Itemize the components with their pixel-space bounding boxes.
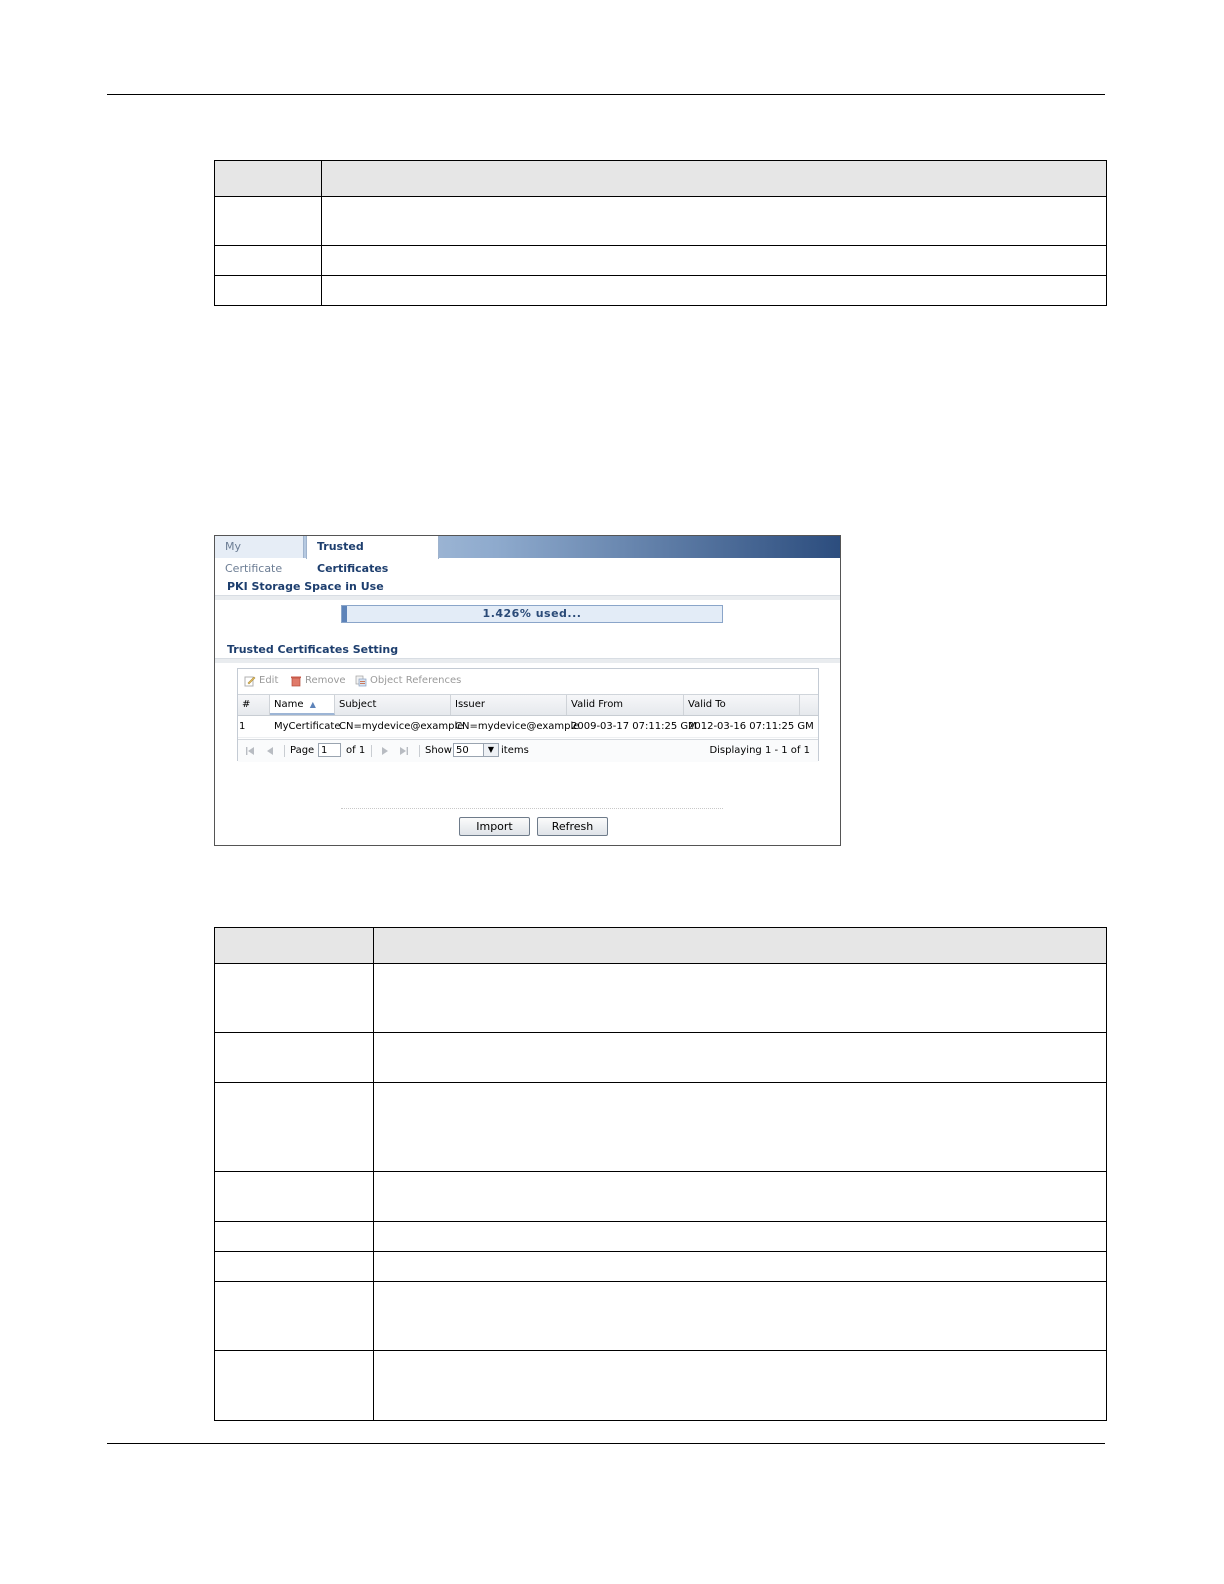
show-label: Show: [425, 745, 452, 756]
object-references-label: Object References: [370, 675, 462, 686]
top-table-cell: [215, 246, 322, 276]
table-row[interactable]: [238, 717, 818, 738]
bottom-table-cell: [374, 1252, 1107, 1282]
tab-my-certificate[interactable]: My Certificate: [215, 536, 304, 558]
bottom-table-cell: [215, 1222, 374, 1252]
pager-separator: [419, 745, 420, 757]
storage-usage-text: 1.426% used...: [482, 607, 582, 620]
column-header-number[interactable]: #: [238, 695, 270, 715]
trash-icon: [290, 675, 302, 687]
top-table-cell: [322, 276, 1107, 306]
bottom-table-cell: [374, 1083, 1107, 1172]
remove-button[interactable]: [290, 674, 346, 688]
grid-pager: [238, 739, 818, 762]
import-button[interactable]: Import: [459, 817, 530, 836]
edit-button[interactable]: [244, 674, 278, 688]
header-rule: [107, 94, 1105, 95]
edit-icon: [244, 675, 256, 687]
bottom-table-cell: [215, 1172, 374, 1222]
bottom-table-header-cell: [215, 928, 374, 964]
top-table-cell: [322, 246, 1107, 276]
pager-separator: [284, 745, 285, 757]
column-header-issuer[interactable]: Issuer: [451, 695, 567, 715]
storage-usage-bar: [341, 605, 723, 623]
object-references-button[interactable]: [355, 674, 461, 688]
top-table-header-cell: [215, 161, 322, 197]
certificates-grid: [237, 668, 819, 761]
bottom-table-cell: [374, 1222, 1107, 1252]
row-valid-to: 2012-03-16 07:11:25 GM: [688, 721, 814, 732]
column-header-valid-to[interactable]: Valid To: [684, 695, 800, 715]
button-divider: [341, 808, 723, 809]
bottom-table-cell: [374, 964, 1107, 1033]
row-issuer: CN=mydevice@example: [455, 721, 580, 732]
bottom-table-cell: [215, 1351, 374, 1421]
footer-rule: [107, 1443, 1105, 1444]
previous-page-icon[interactable]: [264, 745, 276, 757]
sort-ascending-icon: ▲: [309, 700, 316, 709]
row-number: 1: [239, 721, 246, 732]
tab-bar: [215, 536, 840, 575]
top-table-header-cell: [322, 161, 1107, 197]
top-table: [214, 160, 1107, 306]
page-number-input[interactable]: 1: [318, 743, 341, 757]
column-header-spacer: [800, 695, 818, 715]
items-label: items: [501, 745, 529, 756]
bottom-table-cell: [215, 964, 374, 1033]
bottom-table-cell: [374, 1351, 1107, 1421]
chevron-down-icon: ▼: [483, 744, 498, 756]
grid-toolbar: [238, 669, 818, 693]
grid-header: [238, 694, 818, 716]
last-page-icon[interactable]: [398, 745, 410, 757]
refresh-button[interactable]: Refresh: [537, 817, 608, 836]
row-valid-from: 2009-03-17 07:11:25 GM: [571, 721, 697, 732]
trusted-certificates-panel: [214, 535, 841, 846]
bottom-table-cell: [374, 1282, 1107, 1351]
pager-separator: [371, 745, 372, 757]
section-divider: [215, 595, 840, 600]
remove-label: Remove: [305, 675, 346, 686]
column-header-name-label: Name: [274, 699, 304, 710]
page-label: Page: [290, 745, 315, 756]
column-header-subject[interactable]: Subject: [335, 695, 451, 715]
edit-label: Edit: [259, 675, 279, 686]
page-count-label: of 1: [346, 745, 366, 756]
bottom-table-cell: [374, 1172, 1107, 1222]
row-name: MyCertificate: [274, 721, 341, 732]
next-page-icon[interactable]: [379, 745, 391, 757]
first-page-icon[interactable]: [244, 745, 256, 757]
bottom-table-cell: [374, 1033, 1107, 1083]
bottom-table: [214, 927, 1107, 1421]
tab-trusted-certificates[interactable]: Trusted Certificates: [306, 536, 439, 559]
top-table-cell: [322, 197, 1107, 246]
column-header-name[interactable]: [270, 695, 335, 715]
bottom-table-cell: [215, 1252, 374, 1282]
bottom-table-header-cell: [374, 928, 1107, 964]
top-table-cell: [215, 276, 322, 306]
bottom-table-cell: [215, 1083, 374, 1172]
page-size-select[interactable]: [453, 743, 499, 757]
page-size-value: 50: [456, 745, 469, 756]
column-header-valid-from[interactable]: Valid From: [567, 695, 684, 715]
bottom-table-cell: [215, 1282, 374, 1351]
setting-section-title: Trusted Certificates Setting: [227, 643, 399, 656]
top-table-cell: [215, 197, 322, 246]
section-divider: [215, 658, 840, 663]
storage-section-title: PKI Storage Space in Use: [227, 580, 384, 593]
object-references-icon: [355, 675, 367, 687]
row-subject: CN=mydevice@example: [339, 721, 464, 732]
displaying-label: Displaying 1 - 1 of 1: [709, 745, 810, 756]
bottom-table-cell: [215, 1033, 374, 1083]
